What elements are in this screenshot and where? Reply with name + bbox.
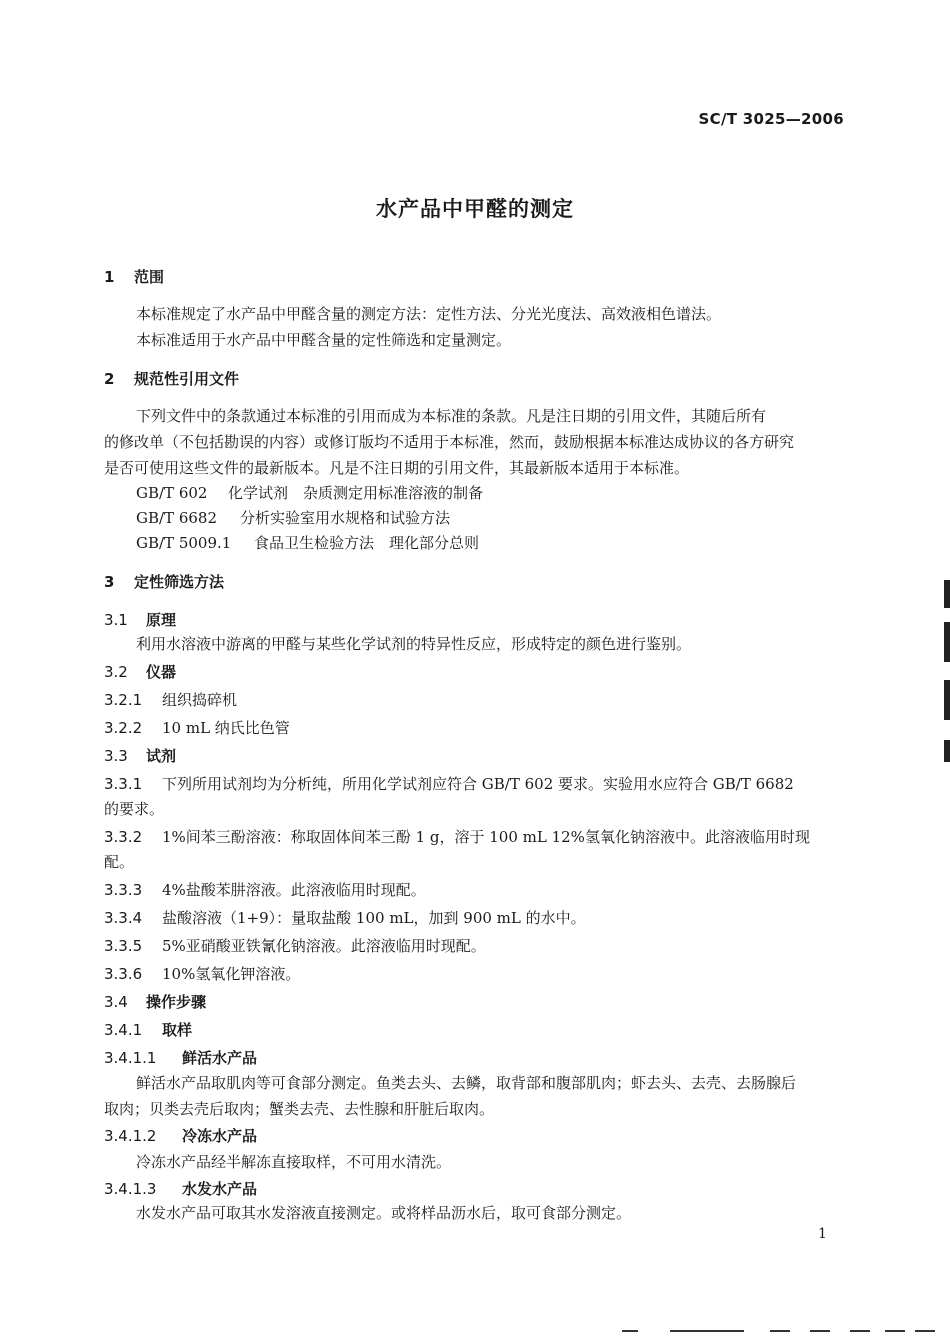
clause-number: 3.3.2 — [104, 828, 143, 846]
subsection-title: 仪器 — [146, 663, 177, 681]
clause — [104, 773, 794, 794]
reference-code: GB/T 602 — [136, 484, 208, 502]
clause — [104, 935, 486, 956]
clause — [104, 689, 237, 710]
paragraph-line: 下列文件中的条款通过本标准的引用而成为本标准的条款。凡是注日期的引用文件，其随后所有 — [136, 407, 767, 425]
section-title: 定性筛选方法 — [134, 573, 225, 591]
subsection-title: 原理 — [146, 611, 177, 629]
clause-number: 3.4.1.2 — [104, 1127, 157, 1145]
subsection-number: 3.1 — [104, 611, 128, 629]
reference-code: GB/T 6682 — [136, 509, 218, 527]
scan-edge-mark — [944, 580, 950, 608]
clause-text: 10 mL 纳氏比色管 — [162, 719, 290, 737]
clause-number: 3.3.3 — [104, 881, 143, 899]
paragraph: 本标准规定了水产品中甲醛含量的测定方法：定性方法、分光光度法、高效液相色谱法。 — [136, 305, 722, 323]
reference-code: GB/T 5009.1 — [136, 534, 232, 552]
clause-number: 3.4.1.1 — [104, 1049, 157, 1067]
clause-number: 3.2.2 — [104, 719, 143, 737]
reference-name: 化学试剂 杂质测定用标准溶液的制备 — [228, 484, 484, 502]
section-number: 2 — [104, 370, 115, 388]
scan-edge-mark — [944, 740, 950, 762]
clause-text: 下列所用试剂均为分析纯，所用化学试剂应符合 GB/T 602 要求。实验用水应符合 GB/T 6682 — [162, 775, 794, 793]
document-title: 水产品中甲醛的测定 — [376, 197, 574, 221]
clause-number: 3.3.1 — [104, 775, 143, 793]
subsection-title: 试剂 — [146, 747, 177, 765]
standard-code: SC/T 3025—2006 — [698, 110, 844, 128]
clause-text: 5%亚硝酸亚铁氰化钠溶液。此溶液临用时现配。 — [162, 937, 486, 955]
clause-number: 3.4.1 — [104, 1021, 143, 1039]
clause — [104, 963, 300, 984]
clause-title: 水发水产品 — [182, 1180, 258, 1198]
clause-number: 3.2.1 — [104, 691, 143, 709]
subsection-heading — [104, 745, 176, 766]
scan-bottom-mark — [810, 1330, 830, 1332]
clause — [104, 879, 426, 900]
clause-title: 冷冻水产品 — [182, 1127, 258, 1145]
clause-continuation: 配。 — [104, 853, 135, 871]
paragraph: 利用水溶液中游离的甲醛与某些化学试剂的特异性反应，形成特定的颜色进行鉴别。 — [136, 635, 692, 653]
subsection-number: 3.3 — [104, 747, 128, 765]
section-title: 范围 — [134, 268, 165, 286]
clause-text: 10%氢氧化钾溶液。 — [162, 965, 301, 983]
section-3-heading — [104, 571, 224, 592]
paragraph-line: 取肉；贝类去壳后取肉；蟹类去壳、去性腺和肝脏后取肉。 — [104, 1100, 495, 1118]
reference-item — [136, 482, 483, 503]
section-title: 规范性引用文件 — [134, 370, 240, 388]
section-1-heading — [104, 266, 164, 287]
clause-number: 3.3.6 — [104, 965, 143, 983]
clause-heading — [104, 1019, 192, 1040]
scan-bottom-mark — [885, 1330, 905, 1332]
scan-bottom-mark — [622, 1330, 638, 1332]
clause-heading — [104, 1047, 257, 1068]
scan-bottom-mark — [915, 1330, 935, 1332]
clause — [104, 826, 810, 847]
clause-text: 4%盐酸苯肼溶液。此溶液临用时现配。 — [162, 881, 426, 899]
subsection-number: 3.2 — [104, 663, 128, 681]
clause-heading — [104, 1125, 257, 1146]
paragraph-line: 鲜活水产品取肌肉等可食部分测定。鱼类去头、去鳞，取背部和腹部肌肉；虾去头、去壳、去肠腺后 — [136, 1074, 797, 1092]
subsection-heading — [104, 609, 176, 630]
paragraph: 冷冻水产品经半解冻直接取样，不可用水清洗。 — [136, 1153, 452, 1171]
clause-text: 盐酸溶液（1+9）：量取盐酸 100 mL，加到 900 mL 的水中。 — [162, 909, 586, 927]
section-number: 1 — [104, 268, 115, 286]
scan-edge-mark — [944, 622, 950, 662]
subsection-heading — [104, 661, 176, 682]
scan-edge-mark — [944, 680, 950, 720]
clause-number: 3.4.1.3 — [104, 1180, 157, 1198]
clause-number: 3.3.4 — [104, 909, 143, 927]
scan-bottom-mark — [850, 1330, 870, 1332]
clause-text: 组织捣碎机 — [162, 691, 238, 709]
reference-name: 食品卫生检验方法 理化部分总则 — [254, 534, 480, 552]
clause-title: 取样 — [162, 1021, 193, 1039]
subsection-title: 操作步骤 — [146, 993, 207, 1011]
section-2-heading — [104, 368, 239, 389]
clause-continuation: 的要求。 — [104, 800, 165, 818]
clause-number: 3.3.5 — [104, 937, 143, 955]
reference-item — [136, 532, 479, 553]
reference-name: 分析实验室用水规格和试验方法 — [240, 509, 451, 527]
subsection-number: 3.4 — [104, 993, 128, 1011]
page-number: 1 — [818, 1226, 827, 1242]
section-number: 3 — [104, 573, 115, 591]
clause-heading — [104, 1178, 257, 1199]
paragraph-line: 的修改单（不包括勘误的内容）或修订版均不适用于本标准，然而，鼓励根据本标准达成协议的各方研究 — [104, 433, 795, 451]
paragraph-line: 是否可使用这些文件的最新版本。凡是不注日期的引用文件，其最新版本适用于本标准。 — [104, 459, 690, 477]
clause — [104, 907, 586, 928]
reference-item — [136, 507, 450, 528]
clause — [104, 717, 290, 738]
subsection-heading — [104, 991, 206, 1012]
clause-title: 鲜活水产品 — [182, 1049, 258, 1067]
scan-bottom-mark — [770, 1330, 790, 1332]
clause-text: 1%间苯三酚溶液：称取固体间苯三酚 1 g，溶于 100 mL 12%氢氧化钠溶液中。此溶液临用时现 — [162, 828, 810, 846]
paragraph: 水发水产品可取其水发溶液直接测定。或将样品沥水后，取可食部分测定。 — [136, 1204, 632, 1222]
scan-bottom-mark — [670, 1330, 744, 1332]
paragraph: 本标准适用于水产品中甲醛含量的定性筛选和定量测定。 — [136, 331, 512, 349]
